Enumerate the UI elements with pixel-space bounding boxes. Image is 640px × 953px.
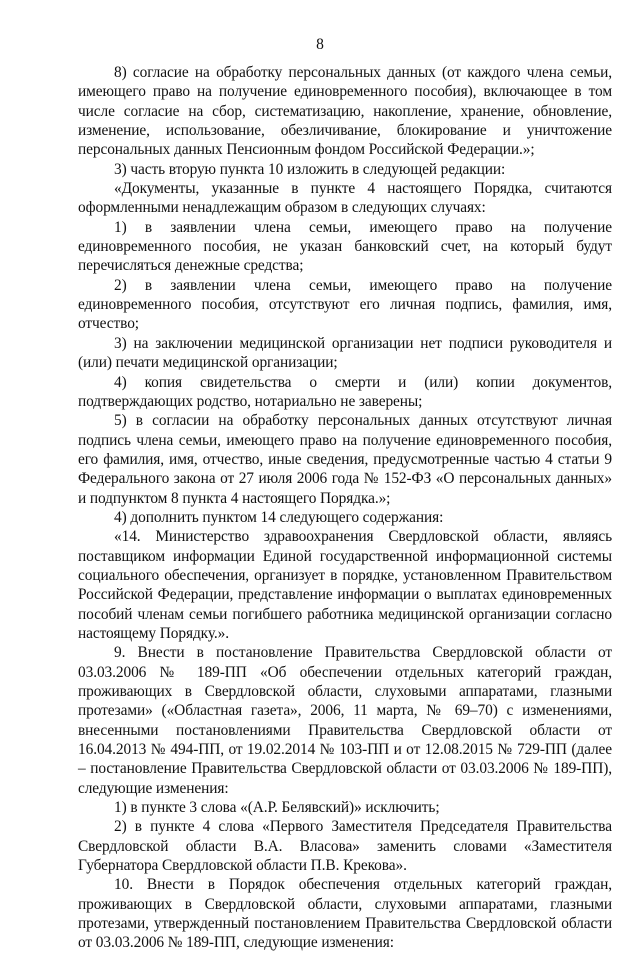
- paragraph-section-9-change-1: 1) в пункте 3 слова «(А.Р. Белявский)» исключить;: [114, 799, 440, 817]
- document-body: [78, 63, 612, 953]
- paragraph-case-4: 4) копия свидетельства о смерти и (или) копии документов, подтверждающих родство, нотариально не заверены;: [78, 373, 612, 410]
- page-number: 8: [316, 36, 324, 53]
- paragraph-case-3: 3) на заключении медицинской организации нет подписи руководителя и (или) печати медицинской организации;: [78, 334, 612, 372]
- paragraph-case-1: 1) в заявлении члена семьи, имеющего право на получение единовременного пособия, не указан банковский счет, на который будут перечисляться денежные средства;: [78, 218, 612, 275]
- paragraph-case-5: 5) в согласии на обработку персональных данных отсутствуют личная подпись члена семьи, имеющего право на получение единовременного пособия, его фамилия, имя, отчество, иные сведения, предусмотренные частью 4 статьи 9 Федерального закона от 27 июля 2006 года № 152-ФЗ «О персональных данных» и подпунктом 8 пункта 4 настоящего Порядка.»;: [78, 412, 612, 507]
- paragraph-section-10: 10. Внести в Порядок обеспечения отдельных категорий граждан, проживающих в Свердловской области, слуховыми аппаратами, глазными протезами, утвержденный постановлением Правительства Свердловской области от 03.03.2006 № 189-ПП, следующие изменения:: [78, 876, 612, 952]
- paragraph-case-2: 2) в заявлении члена семьи, имеющего право на получение единовременного пособия, отсутствуют его личная подпись, фамилия, имя, отчество;: [78, 276, 612, 333]
- paragraph-section-9: 9. Внести в постановление Правительства Свердловской области от 03.03.2006 № 189-ПП «Об обеспечении отдельных категорий граждан, проживающих в Свердловской области, слуховыми аппаратами, глазными протезами» («Областная газета», 2006, 11 марта, № 69–70) с изменениями, внесенными постановлениями Правительства Свердловской области от 16.04.2013 № 494-ПП, от 19.02.2014 № 103-ПП и от 12.08.2015 № 729-ПП (далее – постановление Правительства Свердловской области от 03.03.2006 № 189-ПП), следующие изменения:: [78, 644, 612, 797]
- paragraph-item-3-intro: 3) часть вторую пункта 10 изложить в следующей редакции:: [114, 160, 506, 178]
- paragraph-documents-improper: «Документы, указанные в пункте 4 настоящего Порядка, считаются оформленными ненадлежащим образом в следующих случаях:: [78, 180, 612, 217]
- paragraph-item-4-intro: 4) дополнить пунктом 14 следующего содержания:: [114, 508, 444, 526]
- paragraph-subitem-8-consent: 8) согласие на обработку персональных данных (от каждого члена семьи, имеющего право на получение единовременного пособия), включающее в том числе согласие на сбор, систематизацию, накопление, хранение, обновление, изменение, использование, обезличивание, блокирование и уничтожение персональных данных Пенсионным фондом Российской Федерации.»;: [78, 64, 612, 159]
- paragraph-section-9-change-2: 2) в пункте 4 слова «Первого Заместителя Председателя Правительства Свердловской области В.А. Власова» заменить словами «Заместителя Губернатора Свердловской области П.В. Крекова».: [78, 818, 612, 875]
- paragraph-point-14: «14. Министерство здравоохранения Свердловской области, являясь поставщиком информации Единой государственной информационной системы социального обеспечения, организует в порядке, установленном Правительством Российской Федерации, представление информации о выплатах единовременных пособий членам семьи погибшего работника медицинской организации согласно настоящему Порядку.».: [78, 528, 612, 642]
